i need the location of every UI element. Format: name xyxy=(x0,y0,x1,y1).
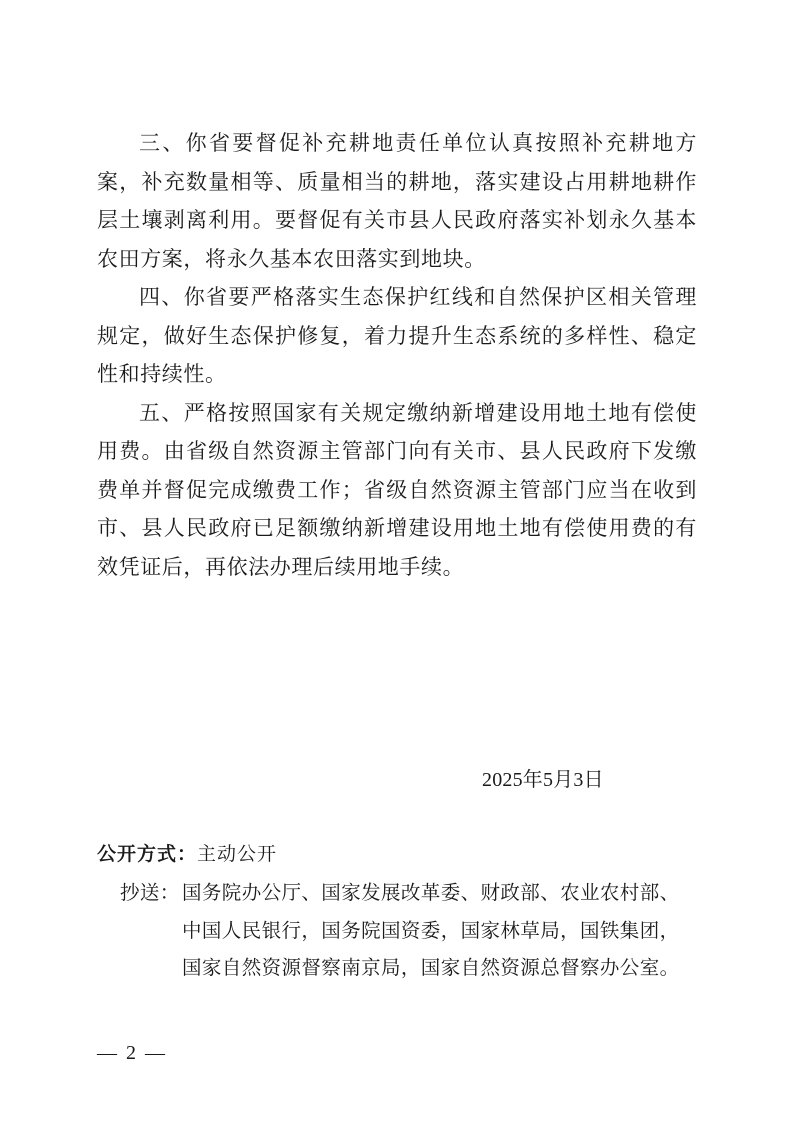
paragraph-four: 四、你省要严格落实生态保护红线和自然保护区相关管理规定，做好生态保护修复，着力提升生态系统的多样性、稳定性和持续性。 xyxy=(97,285,697,386)
cc-block xyxy=(120,874,700,987)
cc-label: 抄送： xyxy=(120,881,180,904)
disclosure-line xyxy=(97,839,277,866)
cc-recipient-line: 国家自然资源督察南京局，国家自然资源总督察办公室。 xyxy=(182,956,680,979)
cc-recipients xyxy=(182,874,700,987)
cc-recipient-line: 国务院办公厅、国家发展改革委、财政部、农业农村部、 xyxy=(182,881,680,904)
page-number: — 2 — xyxy=(97,1042,167,1064)
paragraph-three: 三、你省要督促补充耕地责任单位认真按照补充耕地方案，补充数量相等、质量相当的耕地，落实建设占用耕地耕作层土壤剥离利用。要督促有关市县人民政府落实补划永久基本农田方案，将永久基本农田落实到地块。 xyxy=(97,131,697,271)
document-date: 2025年5月3日 xyxy=(482,769,604,791)
document-body xyxy=(97,124,697,586)
cc-recipient-line: 中国人民银行，国务院国资委，国家林草局，国铁集团， xyxy=(182,918,680,942)
paragraph-five: 五、严格按照国家有关规定缴纳新增建设用地土地有偿使用费。由省级自然资源主管部门向有关市、县人民政府下发缴费单并督促完成缴费工作；省级自然资源主管部门应当在收到市、县人民政府已足额缴纳新增建设用地土地有偿使用费的有效凭证后，再依法办理后续用地手续。 xyxy=(97,400,697,579)
disclosure-label: 公开方式： xyxy=(97,843,198,865)
disclosure-value: 主动公开 xyxy=(197,843,278,865)
